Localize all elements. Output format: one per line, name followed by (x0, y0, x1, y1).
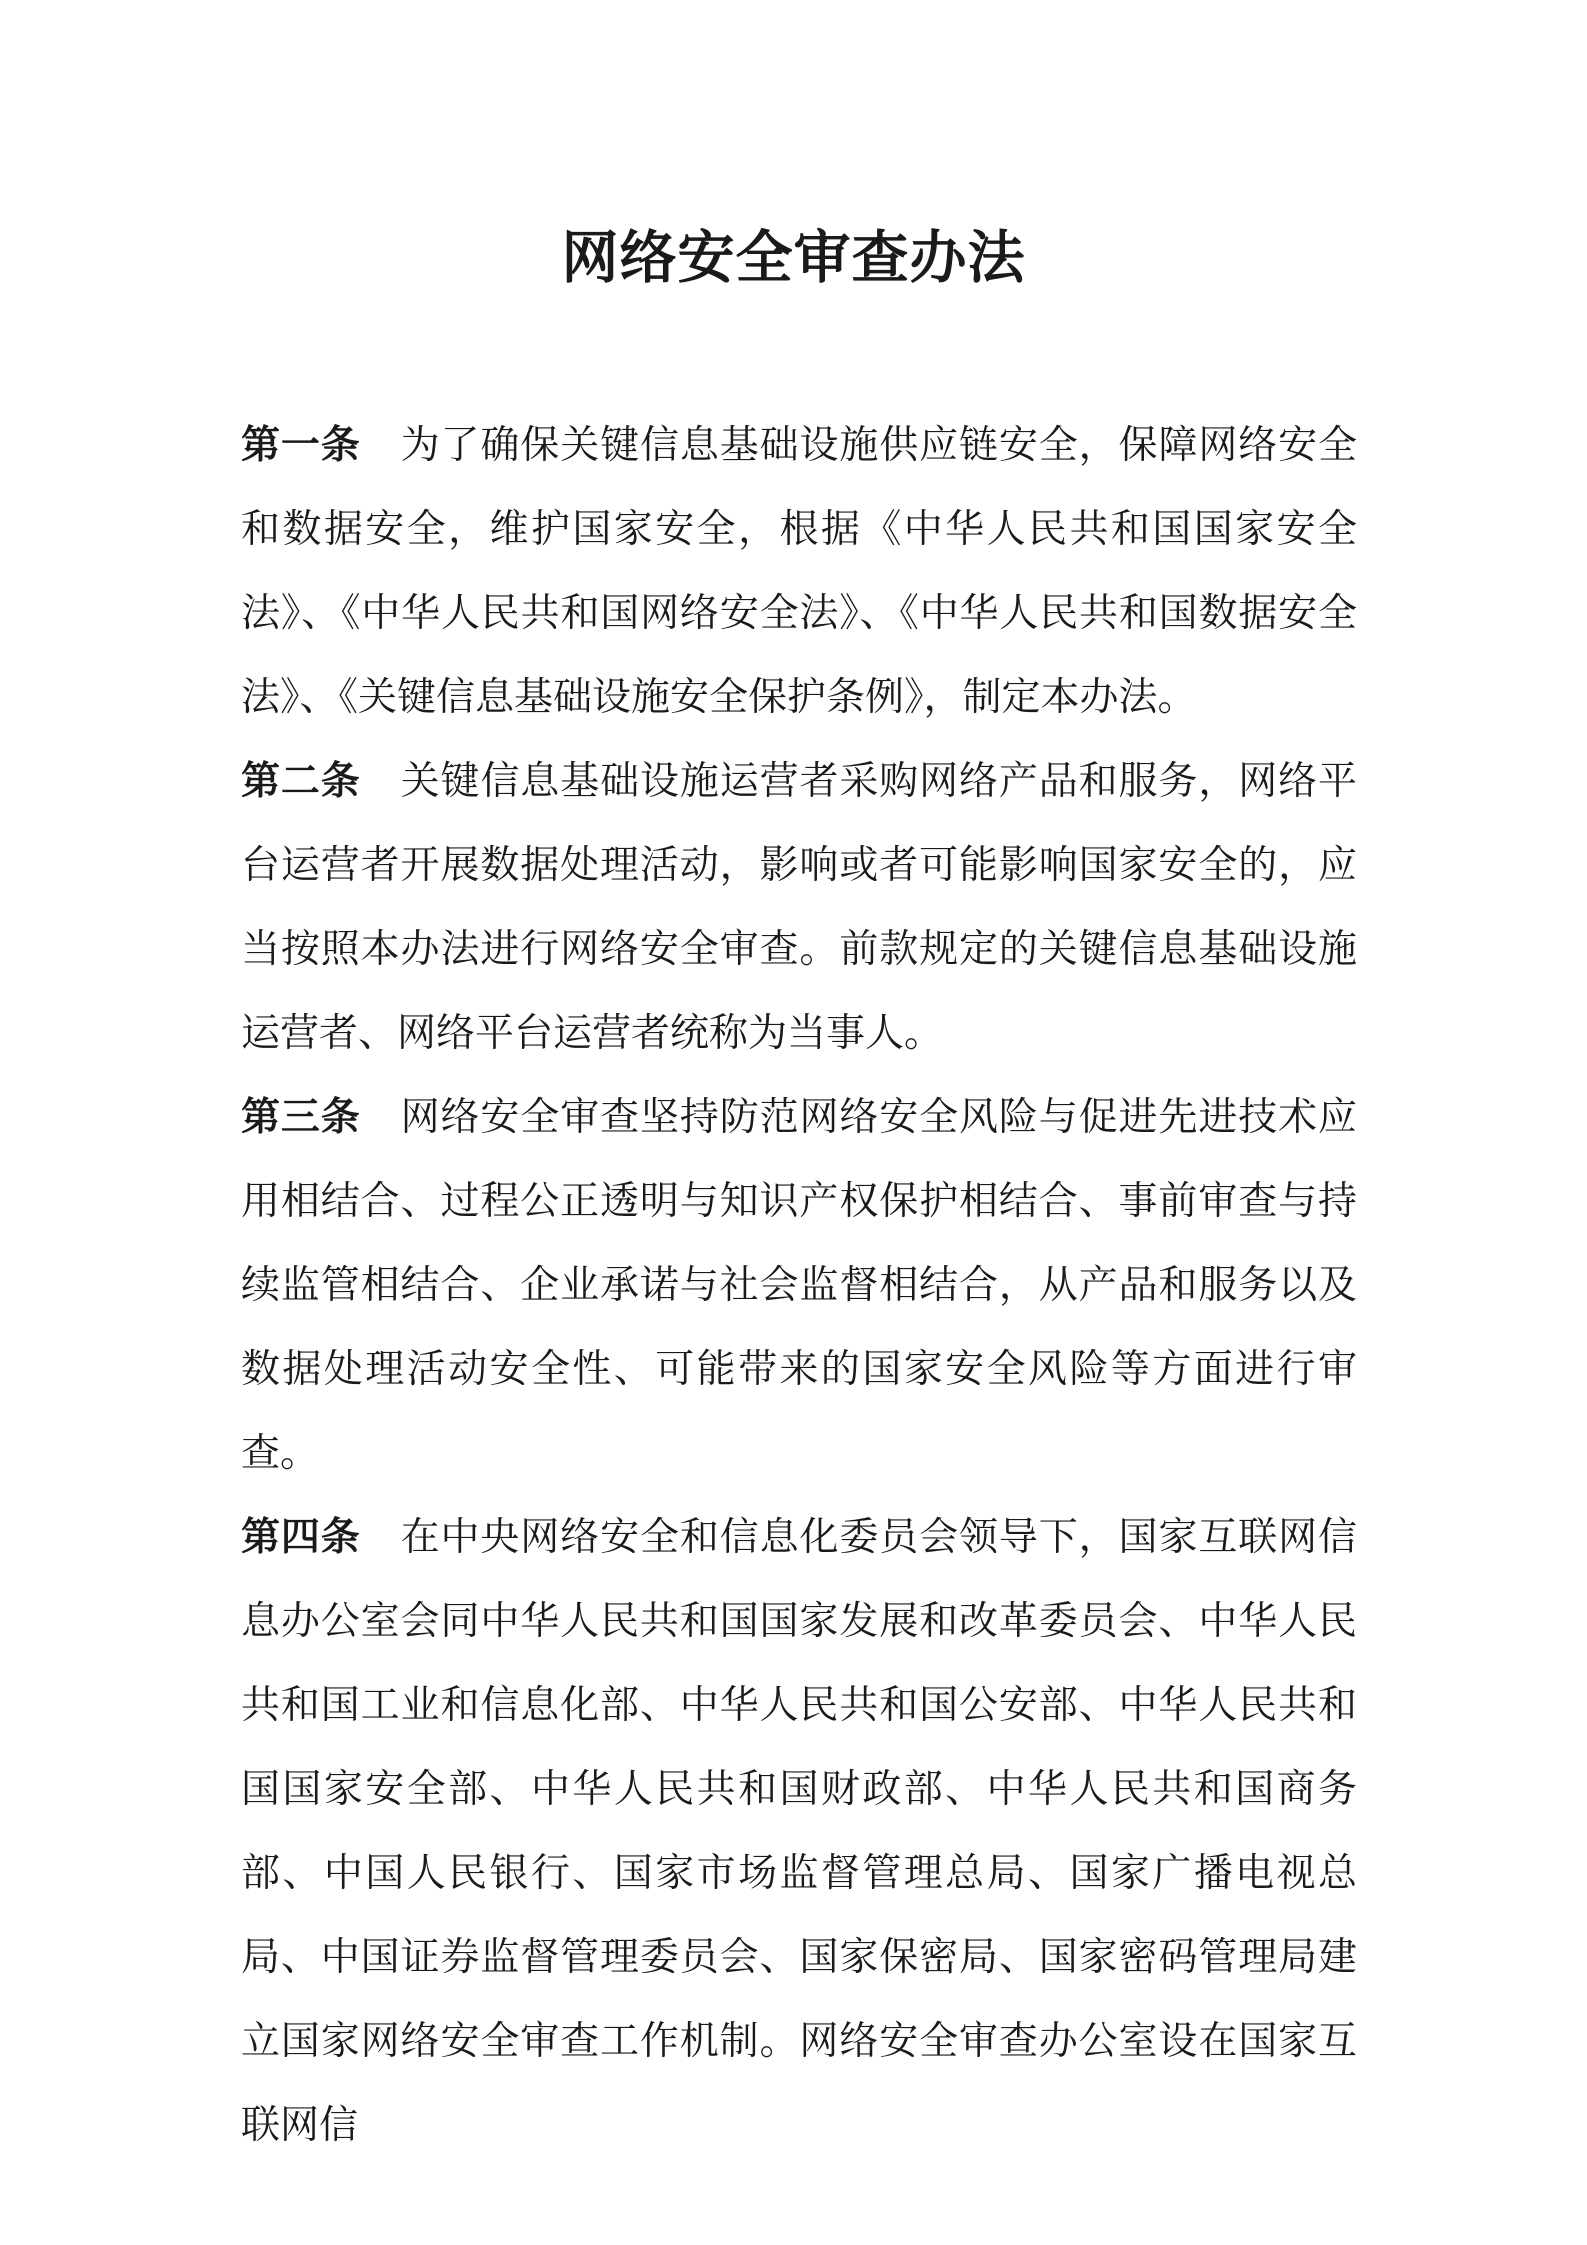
article-2-text: 关键信息基础设施运营者采购网络产品和服务，网络平台运营者开展数据处理活动，影响或者可能影响国家安全的，应当按照本办法进行网络安全审查。前款规定的关键信息基础设施运营者、网络平台运营者统称为当事人。 (241, 759, 1357, 1056)
article-2-label: 第二条 (241, 759, 361, 804)
document-title: 网络安全审查办法 (561, 225, 1026, 291)
article-4-label: 第四条 (241, 1515, 361, 1560)
article-4-text: 在中央网络安全和信息化委员会领导下，国家互联网信息办公室会同中华人民共和国国家发展和改革委员会、中华人民共和国工业和信息化部、中华人民共和国公安部、中华人民共和国国家安全部、中华人民共和国财政部、中华人民共和国商务部、中国人民银行、国家市场监督管理总局、国家广播电视总局、中国证券监督管理委员会、国家保密局、国家密码管理局建立国家网络安全审查工作机制。网络安全审查办公室设在国家互联网信 (241, 1515, 1357, 2148)
article-3 (241, 1076, 1357, 1496)
document-body (241, 404, 1357, 2168)
article-1-label: 第一条 (241, 423, 361, 468)
article-3-label: 第三条 (241, 1095, 361, 1140)
article-3-text: 网络安全审查坚持防范网络安全风险与促进先进技术应用相结合、过程公正透明与知识产权保护相结合、事前审查与持续监管相结合、企业承诺与社会监督相结合，从产品和服务以及数据处理活动安全性、可能带来的国家安全风险等方面进行审查。 (241, 1095, 1357, 1476)
article-1 (241, 404, 1357, 740)
article-4 (241, 1496, 1357, 2168)
article-1-text: 为了确保关键信息基础设施供应链安全，保障网络安全和数据安全，维护国家安全，根据《中华人民共和国国家安全法》、《中华人民共和国网络安全法》、《中华人民共和国数据安全法》、《关键信息基础设施安全保护条例》，制定本办法。 (241, 423, 1357, 720)
article-2 (241, 740, 1357, 1076)
